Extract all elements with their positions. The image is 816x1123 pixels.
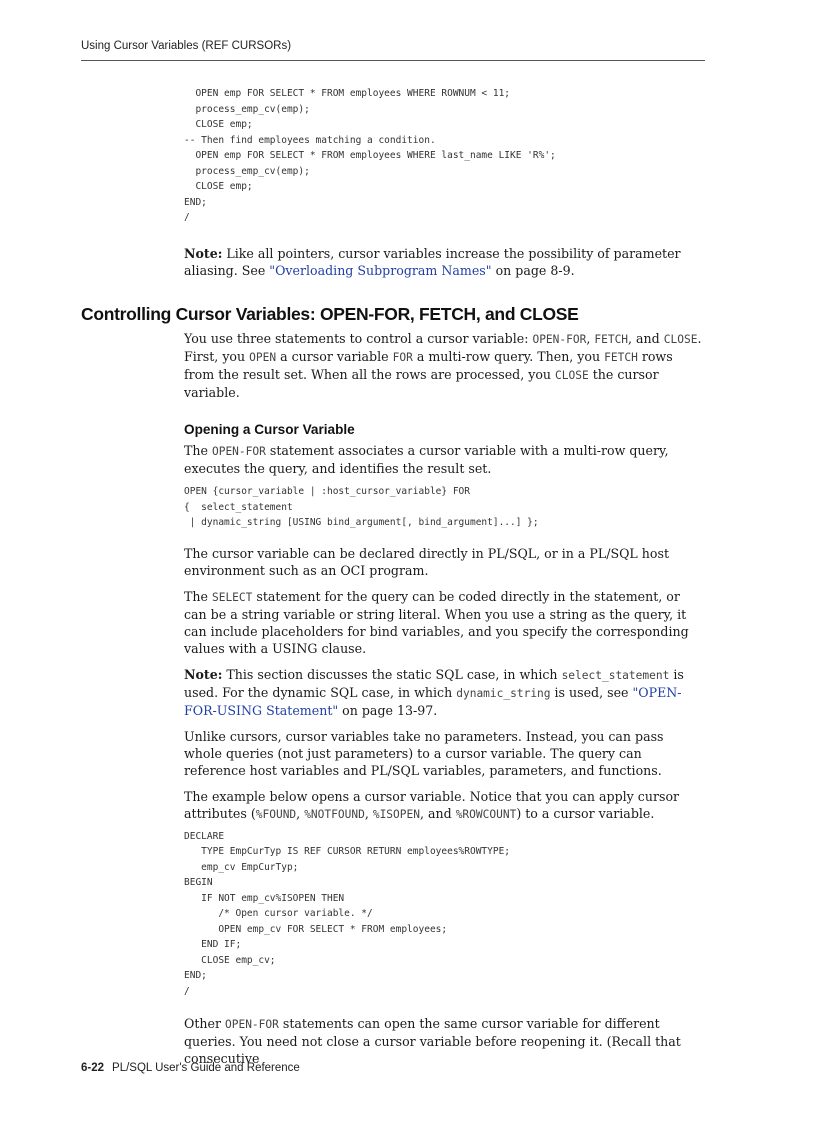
code-block-syntax <box>184 484 704 531</box>
code-line: -- Then find employees matching a condition. <box>184 134 436 146</box>
code-line: OPEN emp_cv FOR SELECT * FROM employees; <box>184 923 448 935</box>
code-line: / <box>184 985 190 997</box>
code-line: OPEN {cursor_variable | :host_cursor_variable} FOR <box>184 486 470 497</box>
note-static-sql: Note: This section discusses the static SQL case, in which select_statement is used. For the dynamic SQL case, in which dynamic_string is used, see "OPEN-FOR-USING Statement" on page 13-97. <box>184 666 684 718</box>
page-footer <box>81 1062 300 1074</box>
note-overloading: Note: Like all pointers, cursor variables increase the possibility of parameter aliasing. See "Overloading Subprogram Names" on page 8-9. <box>184 245 681 278</box>
code-block-example <box>184 829 704 1000</box>
code-line: CLOSE emp; <box>184 181 253 192</box>
code-line: BEGIN <box>184 877 213 888</box>
code-line: OPEN emp FOR SELECT * FROM employees WHERE last_name LIKE 'R%'; <box>184 150 556 161</box>
code-line: process_emp_cv(emp); <box>184 103 310 115</box>
code-line: CLOSE emp_cv; <box>184 954 276 966</box>
link-overloading-subprogram-names[interactable]: "Overloading Subprogram Names" <box>269 262 492 278</box>
running-header: Using Cursor Variables (REF CURSORs) <box>81 40 292 52</box>
declared-paragraph: The cursor variable can be declared directly in PL/SQL, or in a PL/SQL host environment such as an OCI program. <box>184 545 670 578</box>
code-line: /* Open cursor variable. */ <box>184 908 373 919</box>
code-line: END IF; <box>184 939 242 950</box>
note-label: Note: <box>184 245 223 261</box>
openfor-paragraph: The OPEN-FOR statement associates a cursor variable with a multi-row query, executes the query, and identifies the result set. <box>184 443 669 476</box>
subsection-heading: Opening a Cursor Variable <box>184 422 355 437</box>
link-open-for-using-statement[interactable]: "OPEN-FOR-USING Statement" <box>184 684 682 718</box>
intro-paragraph: You use three statements to control a cursor variable: OPEN-FOR, FETCH, and CLOSE. First, you OPEN a cursor variable FOR a multi-row query. Then, you FETCH rows from the result set. When all the rows are processed, you CLOSE the cursor variable. <box>184 331 702 400</box>
select-paragraph: The SELECT statement for the query can be coded directly in the statement, or can be a string variable or string literal. When you use a string as the query, it can include placeholders for bind variables, and you specify the corresponding values with a USING clause. <box>184 588 689 656</box>
content-top <box>184 86 704 279</box>
example-paragraph: The example below opens a cursor variable. Notice that you can apply cursor attributes (%FOUND, %NOTFOUND, %ISOPEN, and %ROWCOUNT) to a cursor variable. <box>184 788 680 821</box>
note-label: Note: <box>184 666 223 682</box>
other-paragraph: Other OPEN-FOR statements can open the same cursor variable for different queries. You need not close a cursor variable before reopening it. (Recall that consecutive <box>184 1016 681 1066</box>
code-line: END; <box>184 970 207 981</box>
code-line: END; <box>184 196 207 208</box>
code-line: DECLARE <box>184 830 225 842</box>
content-main <box>184 330 704 1067</box>
code-line: process_emp_cv(emp); <box>184 165 310 177</box>
code-block-1 <box>184 86 704 226</box>
code-line: | dynamic_string [USING bind_argument[, bind_argument]...] }; <box>184 517 539 528</box>
code-line: emp_cv EmpCurTyp; <box>184 861 299 873</box>
page-number: 6-22 <box>81 1062 105 1074</box>
code-line: / <box>184 212 190 223</box>
code-line: TYPE EmpCurTyp IS REF CURSOR RETURN employees%ROWTYPE; <box>184 846 511 857</box>
header-rule <box>81 60 705 61</box>
section-heading: Controlling Cursor Variables: OPEN-FOR, FETCH, and CLOSE <box>81 304 579 324</box>
code-line: CLOSE emp; <box>184 119 253 130</box>
unlike-paragraph: Unlike cursors, cursor variables take no parameters. Instead, you can pass whole queries (not just parameters) to a cursor variable. The query can reference host variables and PL/SQL variables, parameters, and functions. <box>184 728 664 778</box>
book-title: PL/SQL User's Guide and Reference <box>112 1062 300 1074</box>
code-line: { select_statement <box>184 501 293 513</box>
code-line: OPEN emp FOR SELECT * FROM employees WHERE ROWNUM < 11; <box>184 88 511 99</box>
code-line: IF NOT emp_cv%ISOPEN THEN <box>184 892 345 904</box>
